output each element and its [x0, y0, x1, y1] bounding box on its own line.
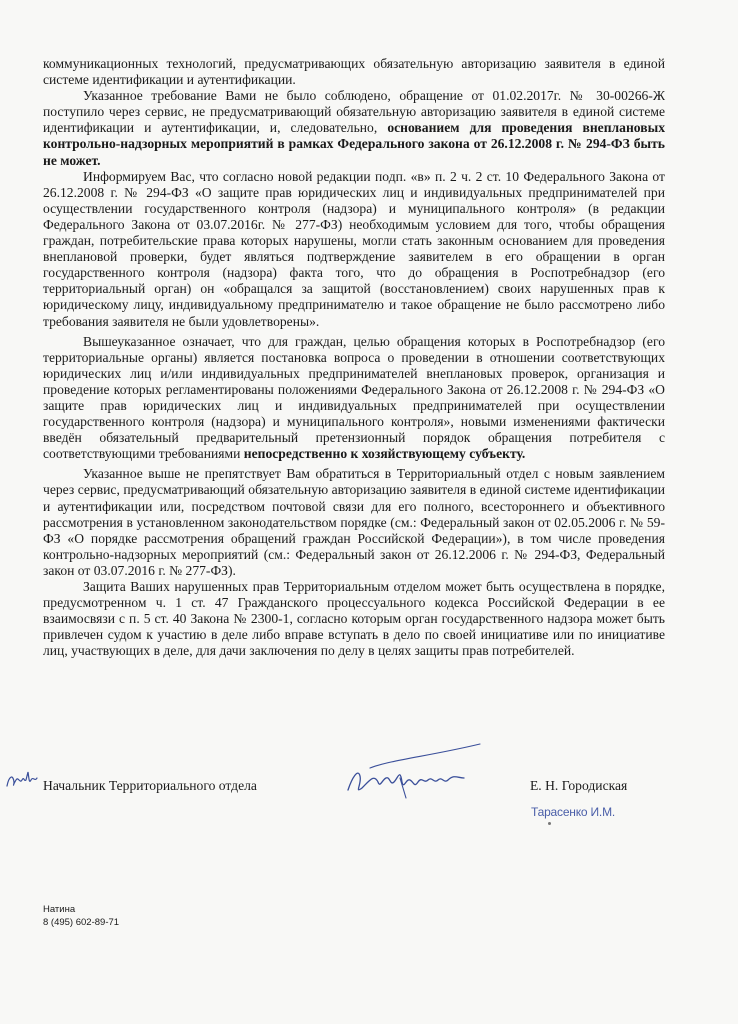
executor-name: Натина	[43, 904, 76, 915]
paragraph-6: Защита Ваших нарушенных прав Территориальным отделом может быть осуществлена в порядке, предусмотренном ч. 1 ст. 47 Гражданского процессуального кодекса Российской Федерации в ее взаимосвязи с п. 5 ст. 40 Закона № 2300-1, согласно которым орган государственного надзора может быть привлечен судом к участию в деле либо вправе вступать в дело по своей инициативе или по инициативе лиц, участвующих в деле, для дачи заключения по делу в целях защиты прав потребителей.	[43, 579, 665, 659]
paragraph-4-text: Вышеуказанное означает, что для граждан, целью обращения которых в Роспотребнадзор (его территориальные органы) является постановка вопроса о проведении в отношении соответствующих юридических лиц и/или индивидуальных предпринимателей внеплановых проверок, организация и проведение которых регламентированы положениями Федерального Закона от 26.12.2008 г. № 294-ФЗ «О защите прав юридических лиц и индивидуальных предпринимателей при осуществлении государственного контроля (надзора) и муниципального контроля», новыми изменениями фактически введён обязательный предварительный претензионный порядок обращения потребителя с соответствующими требованиями	[43, 333, 665, 462]
paragraph-3: Информируем Вас, что согласно новой редакции подп. «в» п. 2 ч. 2 ст. 10 Федерального Закона от 26.12.2008 г. № 294-ФЗ «О защите прав юридических лиц и индивидуальных предпринимателей при осуществлении государственного контроля (надзора) и муниципального контроля» (в редакции Федерального Закона от 03.07.2016г. № 277-ФЗ) необходимым условием для того, чтобы обращения граждан, потребительские права которых нарушены, могли стать законным основанием для проведения внеплановой проверки, будет являться подтверждение заявителем в его обращении в орган государственного контроля (надзора) факта того, что до обращения в Роспотребнадзор (его территориальный орган) он «обращался за защитой (восстановлением) своих нарушенных прав к юридическому лицу, индивидуальному предпринимателю и такое обращение не было рассмотрено либо требования заявителя не были удовлетворены».	[43, 168, 665, 329]
paragraph-2	[43, 88, 665, 168]
paragraph-4	[43, 334, 665, 463]
paragraph-2-text: Указанное требование Вами не было соблюдено, обращение от 01.02.2017г. № 30-00266-Ж поступило через сервис, не предусматривающий обязательную авторизацию заявителя в единой системе идентификации и аутентификации, и, следовательно,	[43, 88, 665, 136]
paragraph-5: Указанное выше не препятствует Вам обратиться в Территориальный отдел с новым заявлением через сервис, предусматривающий обязательную авторизацию заявителя в единой системе идентификации и аутентификации или, посредством почтовой связи для его полного, всестороннего и объективного рассмотрения в установленном законодательством порядке (см.: Федеральный закон от 02.05.2006 г. № 59-ФЗ «О порядке рассмотрения обращений граждан Российской Федерации»), в том числе проведения контрольно-надзорных мероприятий (см.: Федеральный закон от 26.12.2006 г. № 294-ФЗ, Федеральный закон от 03.07.2016 г. № 277-ФЗ).	[43, 466, 665, 578]
letter-body	[43, 56, 665, 659]
signer-name: Е. Н. Городиская	[530, 778, 628, 793]
stamp-name: Тарасенко И.М.	[531, 805, 615, 819]
paragraph-4-bold: непосредственно к хозяйствующему субъекту.	[243, 446, 526, 462]
initials-mark-icon	[4, 768, 40, 792]
paragraph-2-bold: основанием для проведения внеплановых контрольно-надзорных мероприятий в рамках Федерального закона от 26.12.2008 г. № 294-ФЗ быть не может.	[43, 120, 666, 168]
executor-phone: 8 (495) 602-89-71	[43, 917, 120, 928]
executor-info	[43, 903, 119, 929]
paragraph-1: коммуникационных технологий, предусматривающих обязательную авторизацию заявителя в единой системе идентификации и аутентификации.	[43, 56, 665, 88]
handwritten-signature-icon	[340, 738, 490, 808]
signer-position: Начальник Территориального отдела	[43, 778, 257, 793]
ink-dot	[548, 822, 551, 825]
